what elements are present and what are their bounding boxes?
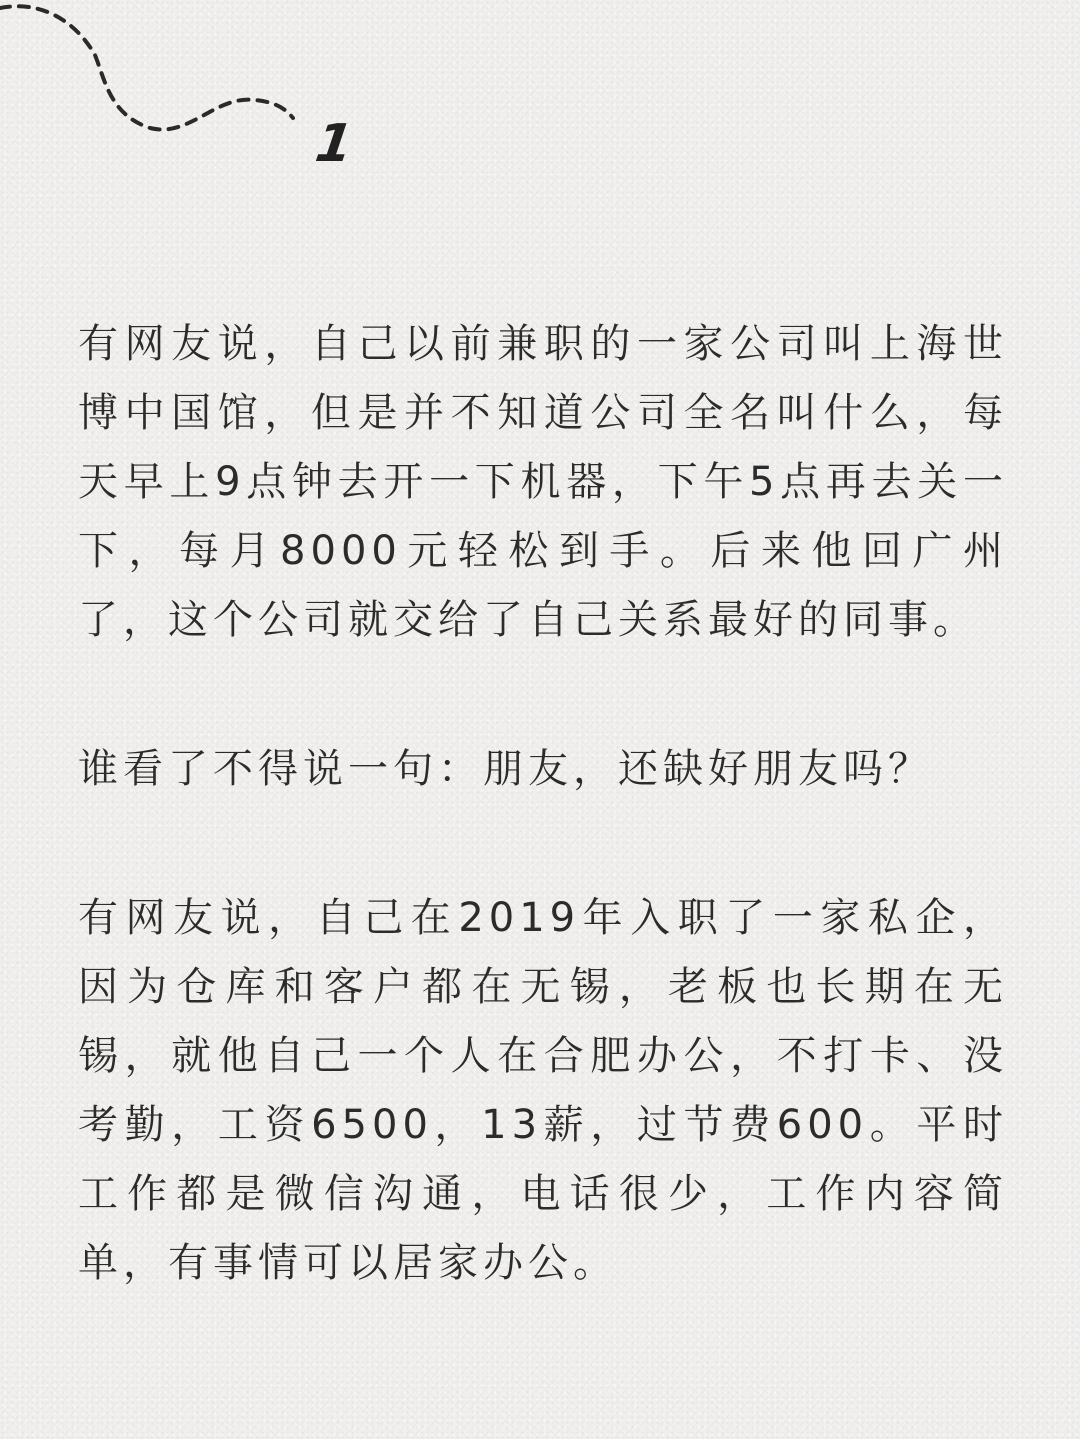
page-number: 1 [311,114,357,174]
dashed-swirl-decoration [0,0,320,150]
paragraph-2: 谁看了不得说一句：朋友，还缺好朋友吗？ [78,746,933,792]
article-body [78,310,1008,1298]
paragraph-3: 有网友说，自己在2019年入职了一家私企，因为仓库和客户都在无锡，老板也长期在无锡，就他自己一个人在合肥办公，不打卡、没考勤，工资6500，13薪，过节费600。平时工作都是微信沟通，电话很少，工作内容简单，有事情可以居家办公。 [78,895,1008,1286]
paragraph-1: 有网友说，自己以前兼职的一家公司叫上海世博中国馆，但是并不知道公司全名叫什么，每天早上9点钟去开一下机器，下午5点再去关一下，每月8000元轻松到手。后来他回广州了，这个公司就交给了自己关系最好的同事。 [78,321,1008,643]
